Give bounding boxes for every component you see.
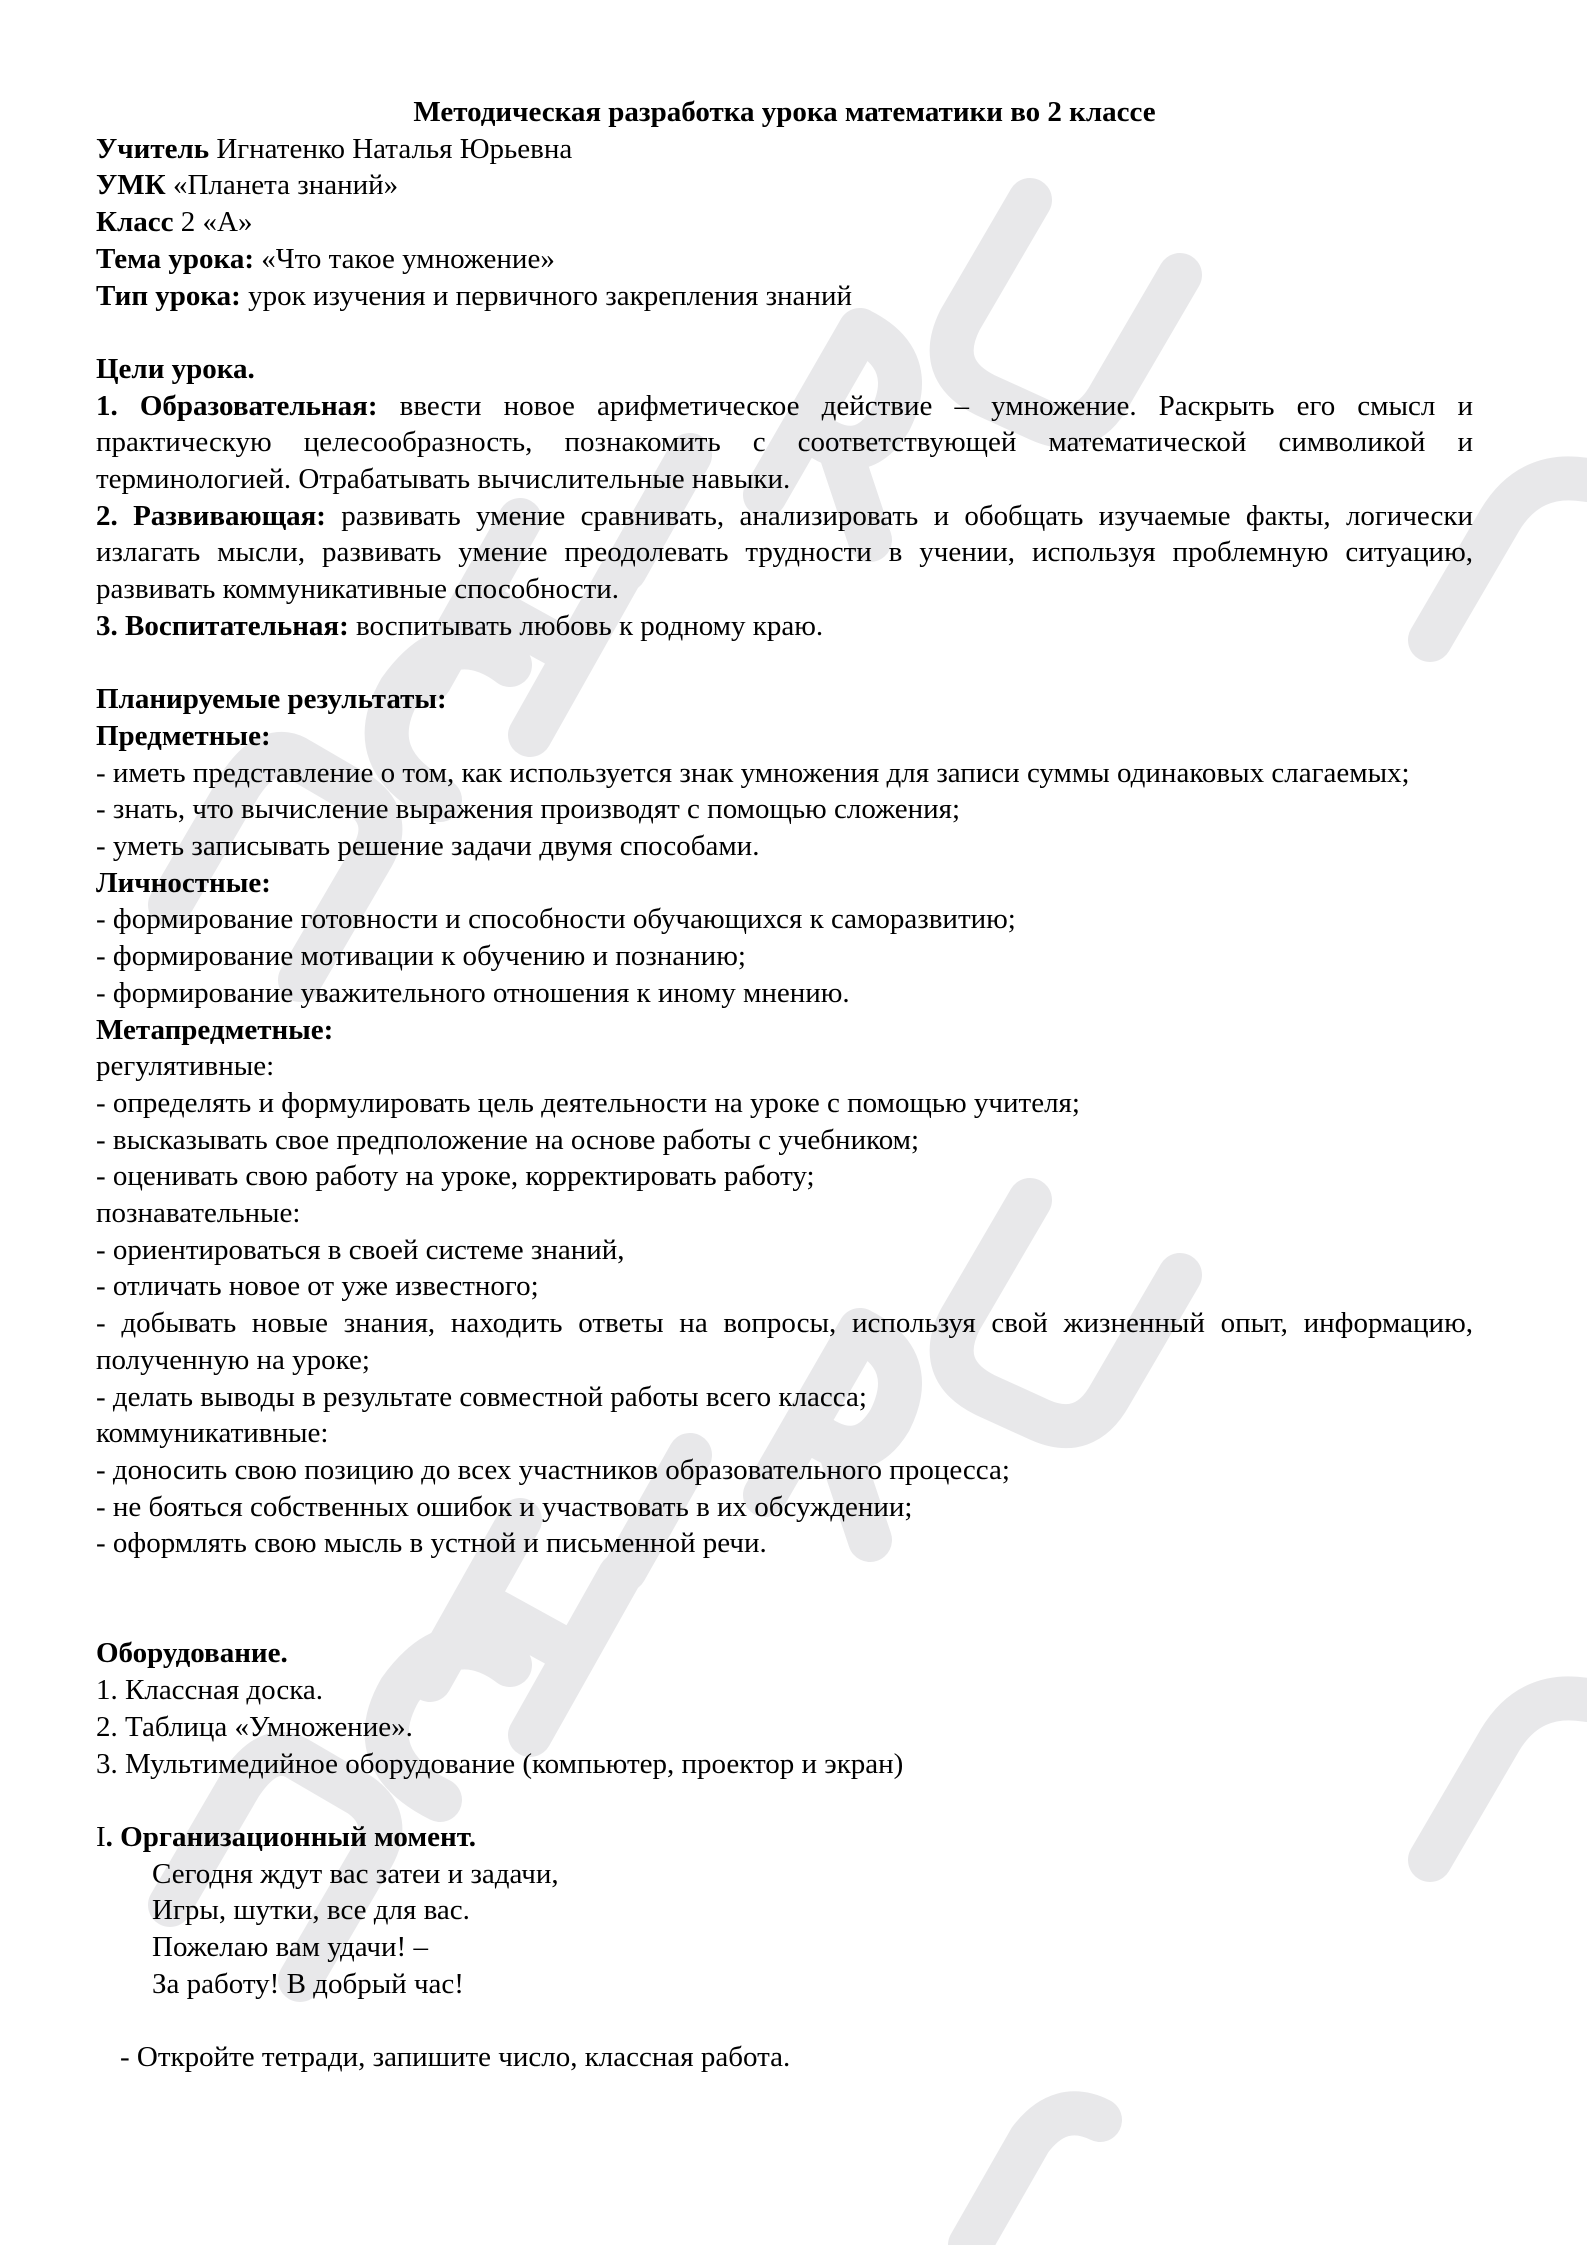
equipment-section [96,1635,1473,1782]
info-class: Класс 2 «А» [96,206,253,239]
results-section [96,681,1473,1562]
info-umk: УМК «Планета знаний» [96,169,399,202]
list-item: 2. Таблица «Умножение». [96,1710,413,1743]
regulatory-label: регулятивные: [96,1050,275,1083]
list-item: - делать выводы в результате совместной работы всего класса; [96,1380,867,1413]
subject-heading: Предметные: [96,719,271,752]
list-item: 3. Мультимедийное оборудование (компьютер, проектор и экран) [96,1747,904,1780]
document [96,94,1473,2076]
list-item: - ориентироваться в своей системе знаний, [96,1233,625,1266]
list-item: 1. Классная доска. [96,1674,324,1707]
cognitive-label: познавательные: [96,1197,301,1230]
meta-heading: Метапредметные: [96,1013,334,1046]
watermark-fragment [970,2113,1100,2245]
stage-organizational [96,1819,1473,2076]
poem-line: Игры, шутки, все для вас. [152,1894,470,1927]
lesson-info [96,131,1473,315]
list-item: - оформлять свою мысль в устной и письменной речи. [96,1527,767,1560]
list-item: - формирование готовности и способности обучающихся к саморазвитию; [96,903,1016,936]
goal-upbringing: 3. Воспитательная: воспитывать любовь к родному краю. [96,609,824,642]
list-item: - оценивать свою работу на уроке, корректировать работу; [96,1160,815,1193]
personal-heading: Личностные: [96,866,271,899]
info-type: Тип урока: урок изучения и первичного закрепления знаний [96,279,852,312]
goal-educational: 1. Образовательная: ввести новое арифметическое действие – умножение. Раскрыть его смысл и практическую целесообразность, познакомить с соответствующей математической символикой и терминологией. Отрабатывать вычислительные навыки. [96,389,1473,496]
goals-section [96,351,1473,645]
list-item: - формирование мотивации к обучению и познанию; [96,940,746,973]
teacher-instruction: - Откройте тетради, запишите число, классная работа. [120,2041,791,2074]
list-item: - высказывать свое предположение на основе работы с учебником; [96,1123,920,1156]
poem-line: Пожелаю вам удачи! – [152,1931,428,1964]
list-item: - определять и формулировать цель деятельности на уроке с помощью учителя; [96,1086,1080,1119]
list-item: - отличать новое от уже известного; [96,1270,539,1303]
document-title: Методическая разработка урока математики во 2 классе [413,96,1156,128]
info-teacher: Учитель Игнатенко Наталья Юрьевна [96,132,573,165]
list-item: - формирование уважительного отношения к иному мнению. [96,976,850,1009]
list-item: - иметь представление о том, как используется знак умножения для записи суммы одинаковых слагаемых; [96,756,1410,789]
results-heading: Планируемые результаты: [96,683,447,716]
equipment-heading: Оборудование. [96,1637,288,1670]
poem-line: Сегодня ждут вас затеи и задачи, [152,1857,559,1890]
poem [96,1856,1473,2003]
goals-heading: Цели урока. [96,352,255,385]
goal-developmental: 2. Развивающая: развивать умение сравнивать, анализировать и обобщать изучаемые факты, логически излагать мысли, развивать умение преодолевать трудности в учении, используя проблемную ситуацию, развивать коммуникативные способности. [96,499,1473,606]
stage-heading: I. Организационный момент. [96,1820,477,1853]
list-item: - знать, что вычисление выражения производят с помощью сложения; [96,793,961,826]
info-topic: Тема урока: «Что такое умножение» [96,242,555,275]
list-item: - добывать новые знания, находить ответы на вопросы, используя свой жизненный опыт, информацию, полученную на уроке; [96,1307,1473,1376]
list-item: - не бояться собственных ошибок и участвовать в их обсуждении; [96,1490,913,1523]
poem-line: За работу! В добрый час! [152,1967,464,2000]
list-item: - доносить свою позицию до всех участников образовательного процесса; [96,1453,1010,1486]
communicative-label: коммуникативные: [96,1417,329,1450]
list-item: - уметь записывать решение задачи двумя способами. [96,830,760,863]
